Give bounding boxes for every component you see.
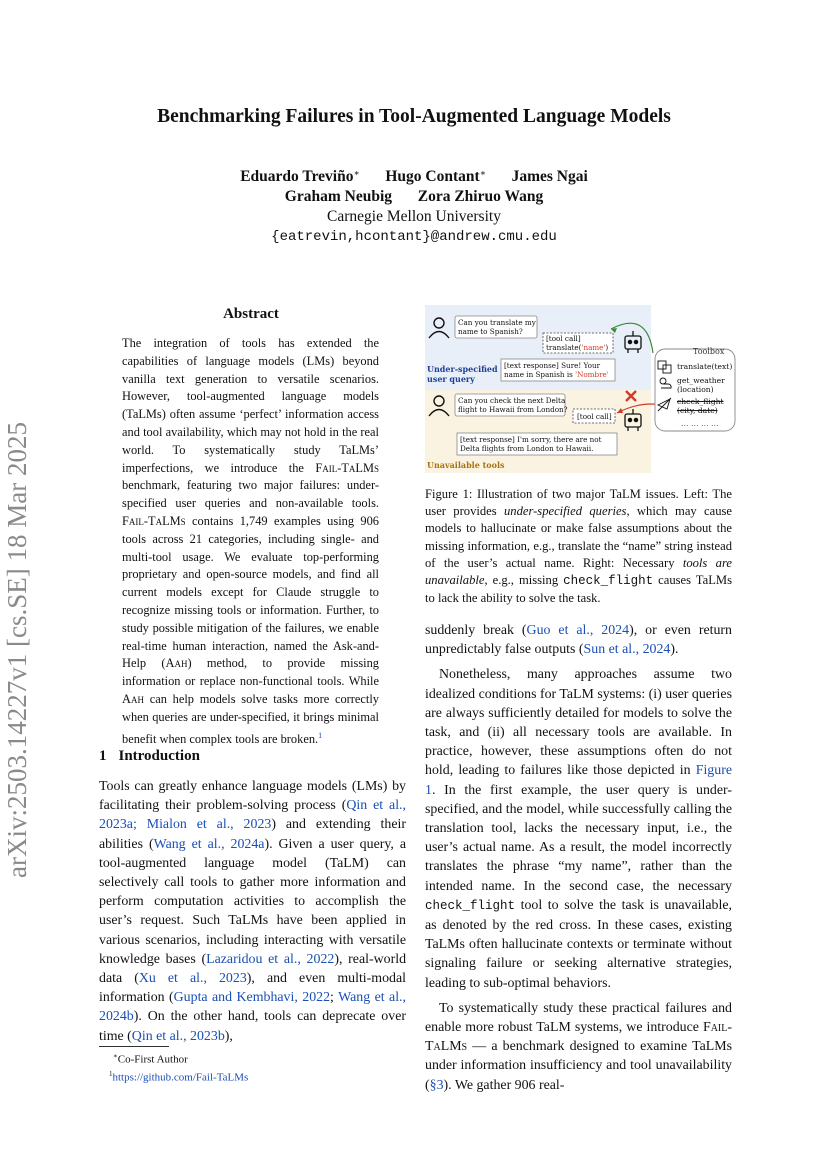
abstract-body: The integration of tools has extended the capabilities of language models (LMs) beyond vanilla text generation to versatile scenarios. However, tool-augmented language models (TaLMs) often assume ‘perfect’ information access and tool availability, which may not hold in the real world. To systematically study TaLMs’ imperfections, we introduce the Fail-TaLMs benchmark, featuring two major failures: under-specified user queries and non-available tools. Fail-TaLMs contains 1,749 examples using 906 tools across 21 categories, including single- and multi-tool usage. We evaluate top-performing proprietary and open-source models, and find all current models except for Claude struggle to recognize missing tools or information. Further, to study possible mitigation of the failures, we enable real-time human interaction, named the Ask-and-Help (Aah) method, to provide missing information or replace non-functional tools. While Aah can help models solve tasks more correctly when queries are under-specified, it brings minimal benefit when complex tools are broken.$^1$ [122,336,380,746]
citation-link[interactable]: Guo et al., 2024 [526,623,630,638]
svg-text:Can you translate myname to Sp: Can you translate my name to Spanish? [458,318,536,336]
affiliation: Carnegie Mellon University [327,208,501,225]
author-email[interactable]: {eatrevin,hcontant}@andrew.cmu.edu [271,229,557,245]
svg-text:Under-specifieduser query: Under-specified user query [427,364,498,384]
footnote-link[interactable]: 1 [318,730,323,740]
inline-code: check_flight [563,574,654,589]
section-heading: 1 Introduction [99,748,200,764]
svg-text:Unavailable tools: Unavailable tools [427,460,505,470]
intro-paragraph: Tools can greatly enhance language models (LMs) by facilitating their problem-solving process (Qin et al., 2023a; Mialon et al., 2023) and extending their abilities (Wang et al., 2024a). Given a user query, a tool-augmented language model (TaLM) can selectively call tools to gather more information and perform computation activities to accomplish the user’s request. Such TaLMs have been applied in various scenarios, including interacting with versatile knowledge bases (Lazaridou et al., 2022), real-world data (Xu et al., 2023), and even multi-modal information (Gupta and Kembhavi, 2022; Wang et al., 2024b). On the other hand, tools can deprecate over time (Qin et al., 2023b), [99,779,407,1044]
citation-link[interactable]: Lazaridou et al., 2022 [206,951,335,967]
svg-text:[tool call]: [tool call] [577,412,612,421]
figure-1 [425,305,737,473]
figure-caption: Figure 1: Illustration of two major TaLM issues. Left: The user provides under-specified queries, which may cause models to hallucinate or make false assumptions about the missing information, e.g., translate the “name” string instead of the user’s actual name. Right: Necessary tools are unavailable, e.g., missing check_flight causes TaLMs to lack the ability to solve the task. [425,487,732,606]
section-link[interactable]: §3 [429,1077,444,1093]
inline-code: check_flight [425,898,516,913]
svg-text:check_flight(city, date): check_flight (city, date) [677,397,724,415]
citation-link[interactable]: Xu et al., 2023 [138,971,247,987]
footnote-cofirst: Co-First Author [117,1053,188,1066]
github-link[interactable]: https://github.com/Fail-TaLMs [112,1071,249,1084]
method-name: Aah [165,656,188,671]
citation-link[interactable]: Qin et al., 2023b [131,1028,225,1044]
svg-text:[tool call]translate('name'): [tool call] translate('name') [546,334,609,352]
svg-text:translate(text): translate(text) [677,362,733,371]
cofirst-mark: ∗ [353,168,360,178]
svg-text:[text response] I'm sorry, the: [text response] I'm sorry, there are not Delta flights from London to Hawaii. [460,435,602,453]
paragraph: Nonetheless, many approaches assume two idealized conditions for TaLM systems: (i) user queries are always sufficiently detailed for models to solve the task, and (ii) all necessary tools are available. In practice, however, these assumptions often do not hold, leading to failures like those depicted in Figure 1. In the first example, the user query is under-specified, and the model, while successfully calling the translation tool, lacks the necessary input, i.e., the user’s actual name. As a result, the model incorrectly translates the phrase “my name”, rather than the intended name. In the second case, the necessary check_flight tool to solve the task is unavailable, as denoted by the red cross. In these cases, existing TaLMs often hallucinate contexts or terminate without signaling failure or seeking alternative strategies, leading to sub-optimal behaviors. [425,667,732,991]
benchmark-name: Fail-TaLMs [122,513,186,528]
footnotes: ∗Co-First Author $^1$https://github.com/Fail-TaLMs [109,1052,249,1084]
svg-text:Toolbox: Toolbox [693,347,725,356]
author-name: Eduardo Treviño [240,168,354,185]
citation-link[interactable]: Gupta and Kembhavi, 2022 [173,990,331,1006]
abstract-heading: Abstract [223,306,279,322]
citation-link[interactable]: Wang et al., 2024b [99,990,406,1025]
author-name: Graham Neubig [284,188,392,205]
right-column-body [425,621,732,1095]
author-name: James Ngai [511,168,588,185]
footnote-divider [99,1046,169,1047]
benchmark-name: Fail-TaLMs [315,460,379,475]
svg-text:Can you check the next Deltafl: Can you check the next Delta flight to Hawaii from London? [458,396,568,414]
arxiv-identifier: arXiv:2503.14227v1 [cs.SE] 18 Mar 2025 [2,422,32,878]
svg-text:[text response] Sure! Yourname: [text response] Sure! Your name in Spanish is 'Nombre' [504,361,609,379]
method-name: Aah [122,691,144,706]
benchmark-name: Fail-TaLMs [425,1020,732,1055]
svg-text:get_weather(location): get_weather (location) [677,376,725,394]
figure-link[interactable]: Figure 1 [425,763,732,798]
paper-title: Benchmarking Failures in Tool-Augmented Language Models [157,106,671,127]
citation-link[interactable]: Qin et al., 2023a; Mialon et al., 2023 [99,798,406,833]
svg-text:… … … …: … … … … [681,419,719,428]
author-name: Zora Zhiruo Wang [417,188,544,205]
paragraph: To systematically study these practical failures and enable more robust TaLM systems, we introduce Fail-TaLMs — a benchmark designed to examine TaLMs under information insufficiency and tool unavailability (§3). We gather 906 real- [425,1000,732,1093]
citation-link[interactable]: Wang et al., 2024a [153,836,265,852]
paragraph: suddenly break (Guo et al., 2024), or even return unpredictably false outputs (Sun et al., 2024). [425,623,732,658]
author-name: Hugo Contant [385,168,480,185]
author-block [0,163,828,247]
citation-link[interactable]: Sun et al., 2024 [583,642,671,658]
cofirst-mark: ∗ [479,168,486,178]
